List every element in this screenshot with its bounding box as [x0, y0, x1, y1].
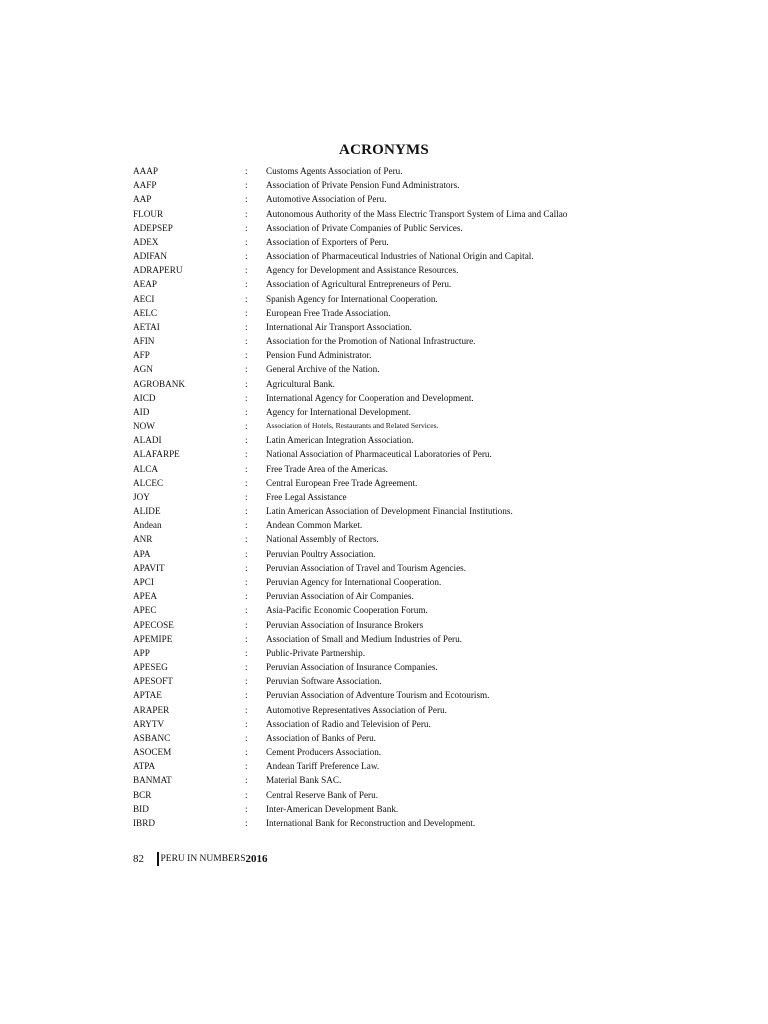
acronym-row: [133, 419, 633, 433]
acronym-row: [133, 462, 633, 476]
acronym-row: [133, 207, 633, 221]
acronym-separator: :: [245, 251, 248, 262]
acronym-separator: :: [245, 166, 248, 176]
acronym-separator: :: [245, 747, 248, 758]
acronym-abbreviation: FLOUR: [133, 208, 164, 219]
acronym-row: [133, 235, 633, 249]
acronym-abbreviation: BANMAT: [133, 775, 172, 786]
acronym-abbreviation: ASOCEM: [133, 747, 172, 758]
acronym-abbreviation: APEC: [133, 605, 157, 616]
acronym-separator: :: [245, 194, 248, 205]
acronym-separator: :: [245, 676, 248, 687]
acronym-abbreviation: APEMIPE: [133, 633, 173, 644]
acronym-separator: :: [245, 378, 248, 389]
acronym-row: [133, 575, 633, 589]
acronym-row: [133, 703, 633, 717]
acronym-meaning: Material Bank SAC.: [266, 775, 342, 786]
acronym-meaning: European Free Trade Association.: [266, 307, 391, 318]
acronym-row: [133, 476, 633, 490]
acronym-meaning: Public-Private Partnership.: [266, 647, 366, 658]
acronym-row: [133, 192, 633, 206]
acronym-row: [133, 405, 633, 419]
acronym-separator: :: [245, 732, 248, 743]
acronym-separator: :: [245, 350, 248, 361]
acronym-separator: :: [245, 222, 248, 233]
acronym-meaning: Association of Hotels, Restaurants and Related Services.: [266, 421, 439, 431]
acronym-meaning: National Association of Pharmaceutical Laboratories of Peru.: [266, 449, 492, 460]
acronym-abbreviation: APESOFT: [133, 676, 173, 687]
acronym-separator: :: [245, 293, 248, 304]
acronym-separator: :: [245, 208, 248, 219]
acronym-meaning: International Agency for Cooperation and Development.: [266, 392, 474, 403]
page-number: 82: [133, 853, 144, 865]
acronym-row: [133, 249, 633, 263]
acronym-abbreviation: AGROBANK: [133, 378, 186, 389]
acronym-meaning: Peruvian Agency for International Cooperation.: [266, 576, 442, 587]
acronym-row: [133, 348, 633, 362]
acronym-row: [133, 603, 633, 617]
acronym-abbreviation: ADIFAN: [133, 251, 168, 262]
acronym-abbreviation: AICD: [133, 392, 156, 403]
acronym-meaning: Automotive Representatives Association of Peru.: [266, 704, 447, 715]
acronym-separator: :: [245, 491, 248, 502]
acronym-meaning: Andean Common Market.: [266, 520, 363, 531]
acronym-meaning: Association of Exporters of Peru.: [266, 236, 389, 247]
acronym-abbreviation: AAFP: [133, 180, 157, 191]
acronym-row: [133, 292, 633, 306]
acronym-separator: :: [245, 421, 248, 432]
acronym-list: [133, 164, 633, 830]
page-title: ACRONYMS: [339, 142, 429, 159]
acronym-meaning: International Bank for Reconstruction and Development.: [266, 817, 476, 828]
acronym-meaning: Central Reserve Bank of Peru.: [266, 789, 379, 800]
acronym-separator: :: [245, 321, 248, 332]
acronym-separator: :: [245, 789, 248, 800]
acronym-row: [133, 320, 633, 334]
acronym-abbreviation: APCI: [133, 576, 154, 587]
acronym-row: [133, 164, 633, 178]
acronym-row: [133, 816, 633, 830]
acronym-abbreviation: APEA: [133, 591, 157, 602]
acronym-row: [133, 306, 633, 320]
acronym-separator: :: [245, 619, 248, 630]
acronym-row: [133, 561, 633, 575]
acronym-abbreviation: APA: [133, 548, 151, 559]
acronym-abbreviation: ALADI: [133, 435, 162, 446]
acronym-meaning: Peruvian Association of Travel and Tourism Agencies.: [266, 562, 467, 573]
acronym-row: [133, 433, 633, 447]
acronym-row: [133, 518, 633, 532]
acronym-meaning: Free Trade Area of the Americas.: [266, 463, 388, 474]
acronym-separator: :: [245, 265, 248, 276]
acronym-row: [133, 759, 633, 773]
acronym-separator: :: [245, 605, 248, 616]
acronym-row: [133, 447, 633, 461]
acronym-abbreviation: ATPA: [133, 761, 156, 772]
acronym-meaning: Association for the Promotion of National Infrastructure.: [266, 336, 476, 347]
acronym-abbreviation: ARYTV: [133, 718, 165, 729]
acronym-separator: :: [245, 520, 248, 531]
acronym-separator: :: [245, 463, 248, 474]
acronym-row: [133, 277, 633, 291]
acronym-meaning: Pension Fund Administrator.: [266, 350, 372, 361]
acronym-meaning: Agency for International Development.: [266, 406, 411, 417]
acronym-meaning: National Assembly of Rectors.: [266, 534, 379, 545]
acronym-separator: :: [245, 406, 248, 417]
acronym-separator: :: [245, 647, 248, 658]
acronym-abbreviation: ADEX: [133, 236, 159, 247]
acronym-row: [133, 362, 633, 376]
acronym-abbreviation: APAVIT: [133, 562, 165, 573]
acronym-abbreviation: ADEPSEP: [133, 222, 173, 233]
acronym-separator: :: [245, 803, 248, 814]
acronym-separator: :: [245, 576, 248, 587]
acronym-row: [133, 802, 633, 816]
acronym-row: [133, 717, 633, 731]
acronym-row: [133, 547, 633, 561]
acronym-row: [133, 391, 633, 405]
page-footer: [133, 851, 268, 867]
acronym-meaning: Peruvian Association of Air Companies.: [266, 591, 414, 602]
acronym-meaning: Peruvian Association of Insurance Companies.: [266, 662, 438, 673]
acronym-separator: :: [245, 662, 248, 673]
acronym-separator: :: [245, 704, 248, 715]
acronym-meaning: Peruvian Association of Insurance Brokers: [266, 619, 424, 630]
acronym-meaning: Peruvian Poultry Association.: [266, 548, 376, 559]
acronym-abbreviation: APECOSE: [133, 619, 174, 630]
acronym-row: [133, 618, 633, 632]
acronym-meaning: Autonomous Authority of the Mass Electric Transport System of Lima and Callao: [266, 208, 568, 219]
acronym-row: [133, 532, 633, 546]
acronym-meaning: Association of Private Companies of Public Services.: [266, 222, 463, 233]
acronym-abbreviation: AGN: [133, 364, 153, 375]
acronym-separator: :: [245, 761, 248, 772]
acronym-meaning: Cement Producers Association.: [266, 747, 382, 758]
acronym-abbreviation: Andean: [133, 520, 162, 531]
acronym-separator: :: [245, 477, 248, 488]
acronym-separator: :: [245, 449, 248, 460]
acronym-meaning: Central European Free Trade Agreement.: [266, 477, 418, 488]
acronym-abbreviation: APTAE: [133, 690, 162, 701]
acronym-separator: :: [245, 718, 248, 729]
acronym-abbreviation: AECI: [133, 293, 155, 304]
acronym-abbreviation: APP: [133, 647, 150, 658]
acronym-separator: :: [245, 562, 248, 573]
acronym-row: [133, 178, 633, 192]
publication-name: PERU IN NUMBERS: [160, 854, 246, 864]
acronym-meaning: Latin American Integration Association.: [266, 435, 414, 446]
acronym-separator: :: [245, 336, 248, 347]
acronym-abbreviation: AAAP: [133, 166, 159, 176]
acronym-meaning: Automotive Association of Peru.: [266, 194, 387, 205]
acronym-separator: :: [245, 534, 248, 545]
acronym-abbreviation: ARAPER: [133, 704, 170, 715]
acronym-abbreviation: ANR: [133, 534, 153, 545]
acronym-row: [133, 745, 633, 759]
acronym-abbreviation: AFP: [133, 350, 150, 361]
acronym-row: [133, 660, 633, 674]
acronym-meaning: Agency for Development and Assistance Resources.: [266, 265, 459, 276]
footer-divider: [157, 852, 159, 866]
acronym-separator: :: [245, 392, 248, 403]
acronym-row: [133, 788, 633, 802]
acronym-row: [133, 674, 633, 688]
acronym-meaning: Free Legal Assistance: [266, 491, 347, 502]
acronym-separator: :: [245, 690, 248, 701]
acronym-separator: :: [245, 364, 248, 375]
acronym-separator: :: [245, 633, 248, 644]
acronym-row: [133, 589, 633, 603]
acronym-meaning: Agricultural Bank.: [266, 378, 335, 389]
acronym-row: [133, 731, 633, 745]
acronym-abbreviation: ALAFARPE: [133, 449, 180, 460]
acronym-abbreviation: ALIDE: [133, 506, 161, 517]
acronym-meaning: Association of Banks of Peru.: [266, 732, 376, 743]
acronym-row: [133, 377, 633, 391]
acronym-abbreviation: ADRAPERU: [133, 265, 183, 276]
publication-year: 2016: [245, 853, 268, 865]
acronym-abbreviation: AELC: [133, 307, 157, 318]
acronym-row: [133, 334, 633, 348]
acronym-separator: :: [245, 817, 248, 828]
acronym-meaning: Peruvian Software Association.: [266, 676, 382, 687]
acronym-row: [133, 504, 633, 518]
acronym-separator: :: [245, 180, 248, 191]
acronym-abbreviation: JOY: [133, 491, 150, 502]
acronym-row: [133, 773, 633, 787]
acronym-abbreviation: ALCEC: [133, 477, 164, 488]
acronym-abbreviation: NOW: [133, 421, 155, 432]
acronym-row: [133, 646, 633, 660]
acronym-meaning: Asia-Pacific Economic Cooperation Forum.: [266, 605, 428, 616]
acronym-meaning: Association of Small and Medium Industries of Peru.: [266, 633, 462, 644]
acronym-meaning: Association of Private Pension Fund Administrators.: [266, 180, 460, 191]
acronym-separator: :: [245, 279, 248, 290]
acronym-meaning: General Archive of the Nation.: [266, 364, 380, 375]
acronym-abbreviation: APESEG: [133, 662, 168, 673]
acronym-separator: :: [245, 435, 248, 446]
acronym-row: [133, 688, 633, 702]
acronym-abbreviation: BID: [133, 803, 149, 814]
acronym-abbreviation: BCR: [133, 789, 152, 800]
acronym-meaning: Association of Radio and Television of Peru.: [266, 718, 431, 729]
acronym-row: [133, 632, 633, 646]
acronym-separator: :: [245, 307, 248, 318]
acronym-separator: :: [245, 548, 248, 559]
acronym-abbreviation: IBRD: [133, 817, 155, 828]
acronym-abbreviation: AID: [133, 406, 150, 417]
acronym-meaning: Peruvian Association of Adventure Tourism and Ecotourism.: [266, 690, 490, 701]
acronym-meaning: Association of Pharmaceutical Industries of National Origin and Capital.: [266, 251, 534, 262]
acronym-row: [133, 263, 633, 277]
acronym-separator: :: [245, 591, 248, 602]
acronym-row: [133, 221, 633, 235]
acronym-abbreviation: ALCA: [133, 463, 159, 474]
acronym-meaning: Spanish Agency for International Cooperation.: [266, 293, 438, 304]
acronym-meaning: Customs Agents Association of Peru.: [266, 166, 403, 176]
acronym-row: [133, 490, 633, 504]
acronym-abbreviation: AFIN: [133, 336, 155, 347]
acronym-abbreviation: AEAP: [133, 279, 157, 290]
acronym-abbreviation: AAP: [133, 194, 152, 205]
acronym-meaning: Association of Agricultural Entrepreneurs of Peru.: [266, 279, 452, 290]
acronym-abbreviation: AETAI: [133, 321, 160, 332]
acronym-meaning: Andean Tariff Preference Law.: [266, 761, 380, 772]
acronym-meaning: International Air Transport Association.: [266, 321, 412, 332]
acronym-meaning: Inter-American Development Bank.: [266, 803, 399, 814]
acronym-separator: :: [245, 506, 248, 517]
acronym-meaning: Latin American Association of Development Financial Institutions.: [266, 506, 513, 517]
acronym-abbreviation: ASBANC: [133, 732, 171, 743]
acronym-separator: :: [245, 775, 248, 786]
acronym-separator: :: [245, 236, 248, 247]
